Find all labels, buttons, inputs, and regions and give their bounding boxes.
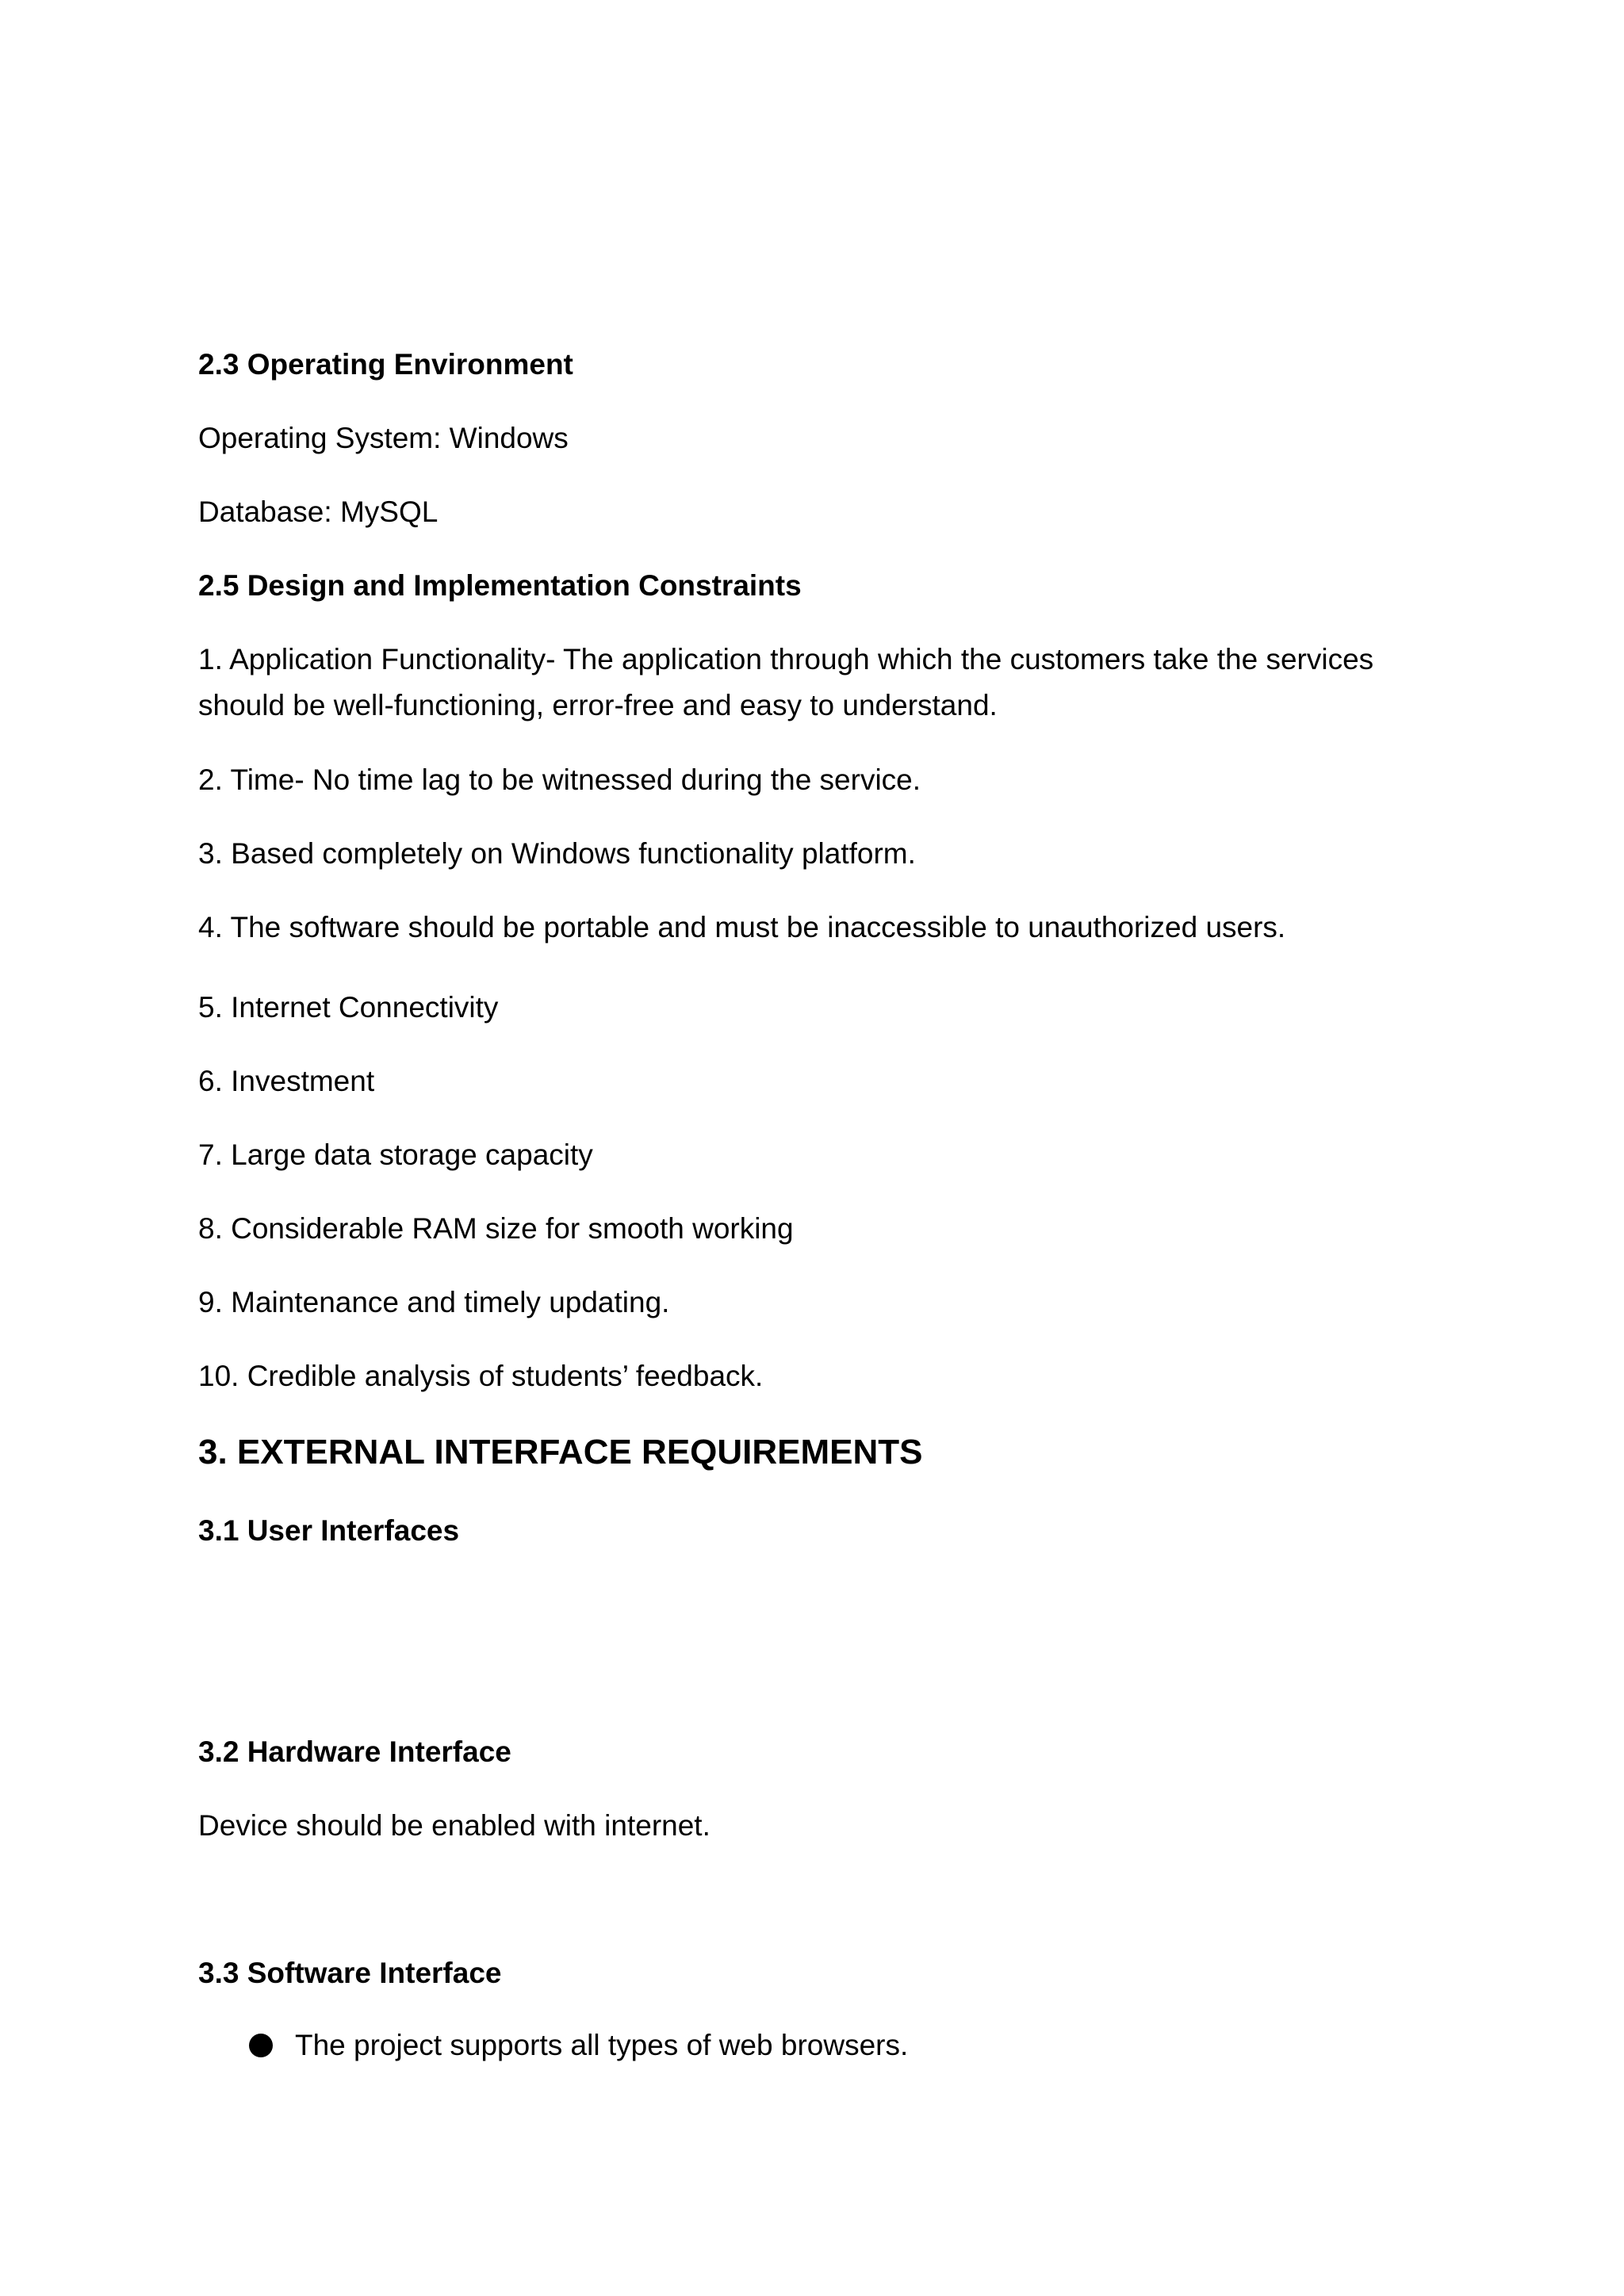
constraint-item-10: 10. Credible analysis of students’ feedback. [198, 1360, 764, 1392]
constraint-item-1-line-1: 1. Application Functionality- The application through which the customers take the services [198, 643, 1374, 675]
hardware-interface-text: Device should be enabled with internet. [198, 1809, 710, 1842]
operating-system-line: Operating System: Windows [198, 422, 569, 454]
heading-user-interfaces: 3.1 User Interfaces [198, 1514, 460, 1547]
constraint-item-5: 5. Internet Connectivity [198, 991, 499, 1024]
constraint-item-8: 8. Considerable RAM size for smooth working [198, 1212, 794, 1245]
constraint-item-3: 3. Based completely on Windows functionality platform. [198, 837, 916, 870]
bullet-icon [249, 2034, 273, 2057]
heading-software-interface: 3.3 Software Interface [198, 1957, 502, 1989]
constraint-item-6: 6. Investment [198, 1065, 375, 1097]
heading-operating-environment: 2.3 Operating Environment [198, 348, 573, 381]
software-interface-bullet: The project supports all types of web browsers. [295, 2029, 909, 2061]
constraint-item-2: 2. Time- No time lag to be witnessed during the service. [198, 763, 921, 796]
heading-design-constraints: 2.5 Design and Implementation Constraints [198, 569, 802, 602]
constraint-item-4: 4. The software should be portable and must be inaccessible to unauthorized users. [198, 911, 1286, 943]
heading-external-interface-requirements: 3. EXTERNAL INTERFACE REQUIREMENTS [198, 1433, 923, 1471]
heading-hardware-interface: 3.2 Hardware Interface [198, 1735, 511, 1768]
constraint-item-7: 7. Large data storage capacity [198, 1138, 593, 1171]
database-line: Database: MySQL [198, 496, 439, 528]
constraint-item-1-line-2: should be well-functioning, error-free and easy to understand. [198, 689, 998, 721]
constraint-item-9: 9. Maintenance and timely updating. [198, 1286, 670, 1318]
